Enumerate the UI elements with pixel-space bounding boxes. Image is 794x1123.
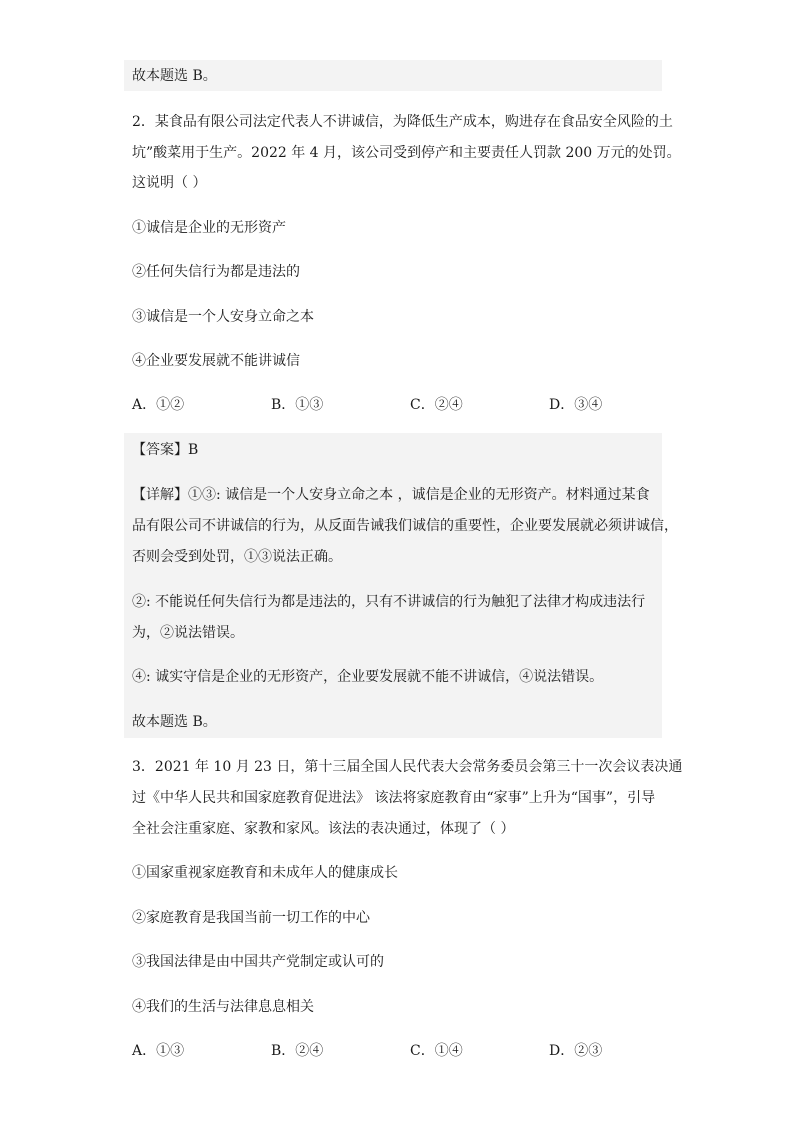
q3-stem-line-3: 全社会注重家庭、家教和家风。该法的表决通过，体现了（ ）: [132, 821, 515, 837]
q3-stem-line-1: 3．2021 年 10 月 23 日，第十三届全国人民代表大会常务委员会第三十一次会议表决通: [132, 759, 683, 775]
q2-option-d: D．③④: [549, 397, 603, 413]
q3-statement-3: ③我国法律是由中国共产党制定或认可的: [132, 954, 384, 970]
q2-option-c: C．②④: [410, 397, 463, 413]
q2-detail-line-2: 品有限公司不讲诚信的行为，从反面告诫我们诚信的重要性，企业要发展就必须讲诚信，: [132, 518, 678, 534]
q2-options: [132, 395, 672, 415]
q2-detail-line-5: 为，②说法错误。: [132, 625, 244, 641]
q3-options: [132, 1041, 672, 1061]
q2-statement-3: ③诚信是一个人安身立命之本: [132, 309, 314, 325]
q3-stem-line-2: 过《中华人民共和国家庭教育促进法》 该法将家庭教育由“家事”上升为“国事”，引导: [132, 790, 656, 806]
q2-detail-line-3: 否则会受到处罚，①③说法正确。: [132, 549, 342, 565]
q2-option-b: B．①③: [271, 397, 324, 413]
q2-stem-line-2: 坑”酸菜用于生产。2022 年 4 月，该公司受到停产和主要责任人罚款 200 万元的处罚。: [132, 145, 681, 161]
q2-statement-4: ④企业要发展就不能讲诚信: [132, 353, 300, 369]
q3-statement-4: ④我们的生活与法律息息相关: [132, 999, 314, 1015]
q2-option-a: A．①②: [132, 397, 185, 413]
q2-detail-line-6: ④: 诚实守信是企业的无形资产，企业要发展就不能不讲诚信，④说法错误。: [132, 669, 604, 685]
q2-stem-line-1: 2．某食品有限公司法定代表人不讲诚信，为降低生产成本，购进存在食品安全风险的土: [132, 114, 673, 130]
q3-option-b: B．②④: [271, 1043, 324, 1059]
q2-answer: 【答案】B: [132, 442, 199, 458]
q3-statement-1: ①国家重视家庭教育和未成年人的健康成长: [132, 865, 398, 881]
q2-detail-line-1: 【详解】①③: 诚信是一个人安身立命之本 ，诚信是企业的无形资产。材料通过某食: [132, 487, 650, 503]
answer-shade-q2: [124, 433, 662, 738]
q3-statement-2: ②家庭教育是我国当前一切工作的中心: [132, 910, 370, 926]
q2-stem-line-3: 这说明（ ）: [132, 175, 207, 191]
q2-statement-1: ①诚信是企业的无形资产: [132, 220, 286, 236]
q2-conclusion: 故本题选 B。: [132, 714, 217, 730]
q3-option-d: D．②③: [549, 1043, 603, 1059]
q2-statement-2: ②任何失信行为都是违法的: [132, 264, 300, 280]
q3-option-c: C．①④: [410, 1043, 463, 1059]
q2-detail-line-4: ②: 不能说任何失信行为都是违法的，只有不讲诚信的行为触犯了法律才构成违法行: [132, 594, 646, 610]
q3-option-a: A．①③: [132, 1043, 185, 1059]
q1-conclusion: 故本题选 B。: [132, 68, 217, 84]
